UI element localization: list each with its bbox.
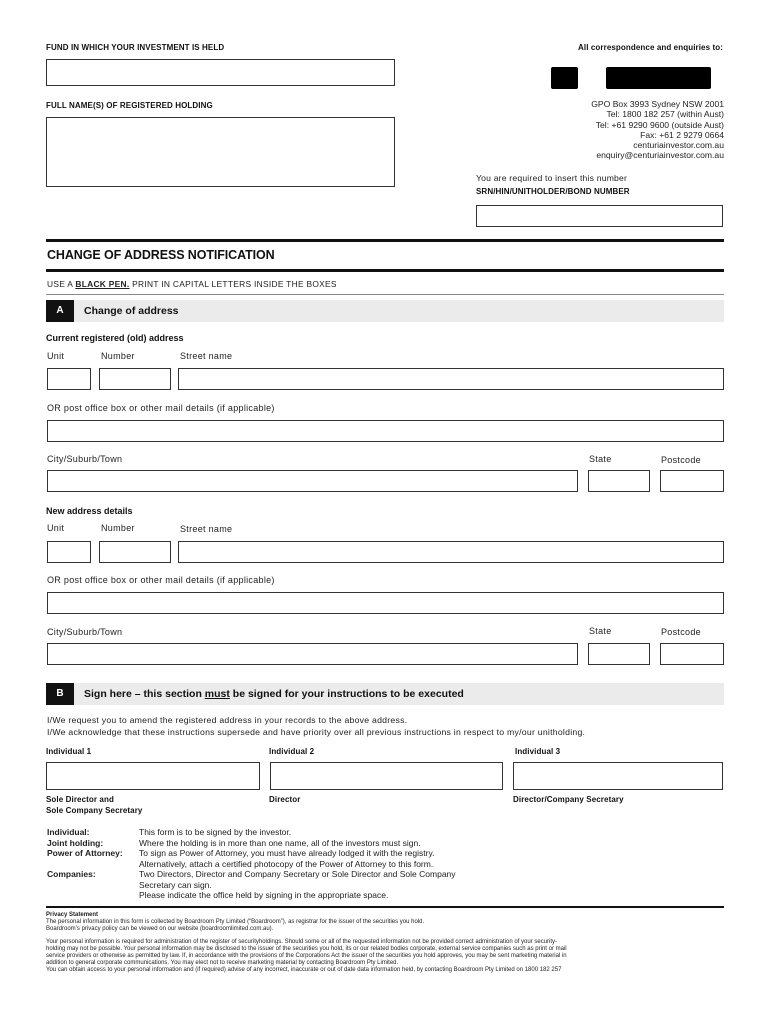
note-text: To sign as Power of Attorney, you must have already lodged it with the registry. [139, 848, 435, 858]
note-text: Secretary can sign. [139, 879, 212, 890]
note-text: Alternatively, attach a certified photocopy of the Power of Attorney to this form. [139, 858, 434, 869]
new-unit-label: Unit [47, 523, 65, 533]
note-row [47, 880, 507, 891]
new-street-input[interactable] [178, 541, 724, 563]
request-line: I/We acknowledge that these instructions supersede and have priority over all previous instructions in respect to my/our unitholding. [47, 726, 586, 737]
holding-input[interactable] [46, 117, 395, 187]
signature-box-1[interactable] [46, 762, 260, 790]
new-state-input[interactable] [588, 643, 650, 665]
request-line: I/We request you to amend the registered address in your records to the above address. [47, 715, 408, 725]
old-city-input[interactable] [47, 470, 578, 492]
srn-label: SRN/HIN/UNITHOLDER/BOND NUMBER [476, 187, 630, 196]
address-line: Tel: +61 9290 9600 (outside Aust) [595, 119, 724, 130]
new-unit-input[interactable] [47, 541, 91, 563]
note-term: Power of Attorney: [47, 848, 123, 858]
old-state-input[interactable] [588, 470, 650, 492]
privacy-line: holding may not be possible. Your personal information may be disclosed to the issuer of the securities you hold, its or our related bodies corporate, external service companies such as print or mail [46, 946, 567, 952]
instruction-prefix: USE A [47, 279, 76, 289]
section-b-letter: B [46, 683, 74, 705]
signature-box-3[interactable] [513, 762, 723, 790]
new-number-label: Number [101, 523, 135, 533]
title-bottom-rule [46, 269, 724, 272]
note-term: Individual: [47, 827, 90, 837]
old-address-heading: Current registered (old) address [46, 333, 184, 343]
section-a-letter: A [46, 300, 74, 322]
privacy-statement [46, 912, 724, 974]
note-term [47, 890, 139, 901]
request-text [47, 715, 585, 738]
note-row [47, 859, 507, 870]
section-b-title-prefix: Sign here – this section [84, 688, 205, 700]
section-b-title-suffix: be signed for your instructions to be executed [229, 688, 464, 700]
old-postcode-label: Postcode [661, 455, 701, 465]
signing-notes [47, 827, 507, 901]
section-a-header [46, 300, 724, 322]
note-term: Joint holding: [47, 837, 104, 848]
form-title: CHANGE OF ADDRESS NOTIFICATION [47, 248, 275, 262]
note-row [47, 827, 507, 838]
old-number-input[interactable] [99, 368, 171, 390]
holding-label: FULL NAME(S) OF REGISTERED HOLDING [46, 101, 213, 110]
title-top-rule [46, 239, 724, 242]
old-city-label: City/Suburb/Town [47, 454, 123, 464]
section-a-title: Change of address [84, 305, 179, 317]
role3-label: Director/Company Secretary [513, 795, 624, 804]
note-term: Companies: [47, 869, 96, 879]
note-row [47, 848, 507, 859]
note-row [47, 869, 507, 880]
redacted-logo-text [606, 67, 711, 89]
insert-number-text: You are required to insert this number [476, 173, 628, 183]
section-b-header [46, 683, 724, 705]
note-term [47, 859, 139, 870]
new-city-input[interactable] [47, 643, 578, 665]
srn-input[interactable] [476, 205, 723, 227]
individual2-label: Individual 2 [269, 747, 315, 756]
role2-label: Director [269, 795, 301, 804]
note-text: Please indicate the office held by signing in the appropriate space. [139, 890, 389, 900]
instruction-pen: BLACK PEN. [75, 279, 130, 289]
privacy-line: addition to general corporate communications. You may elect not to receive marketing material by contacting Boardroom Pty Limited. [46, 960, 399, 966]
new-street-label: Street name [180, 524, 233, 534]
individual1-label: Individual 1 [46, 747, 92, 756]
old-state-label: State [589, 454, 612, 464]
new-po-box-input[interactable] [47, 592, 724, 614]
new-postcode-input[interactable] [660, 643, 724, 665]
correspondence-label: All correspondence and enquiries to: [578, 43, 723, 52]
section-b-title [84, 683, 464, 705]
new-po-box-label: OR post office box or other mail details (if applicable) [47, 575, 275, 585]
role1-label [46, 795, 142, 816]
instruction-suffix: PRINT IN CAPITAL LETTERS INSIDE THE BOXES [129, 279, 337, 289]
old-street-input[interactable] [178, 368, 724, 390]
new-address-heading: New address details [46, 506, 133, 516]
note-text: Where the holding is in more than one name, all of the investors must sign. [139, 837, 421, 848]
note-row [47, 890, 507, 901]
new-state-label: State [589, 626, 612, 636]
old-unit-input[interactable] [47, 368, 91, 390]
address-line: centuriainvestor.com.au [633, 140, 724, 151]
address-line: Fax: +61 2 9279 0664 [640, 129, 724, 140]
address-line: Tel: 1800 182 257 (within Aust) [606, 109, 724, 120]
new-postcode-label: Postcode [661, 627, 701, 637]
privacy-line: service providers or otherwise as permitted by law. If, in accordance with the provisions of the Corporations Act the issuer of the securities you hold approves, you may be sent marketing material in [46, 953, 567, 959]
address-line: enquiry@centuriainvestor.com.au [596, 150, 724, 161]
individual3-label: Individual 3 [515, 747, 561, 756]
privacy-line: You can obtain access to your personal information and (if required) advise of any incorrect, inaccurate or out of date data information held, by contacting Boardroom Pty Limited on 1800 182 257 [46, 967, 562, 973]
privacy-line: The personal information in this form is collected by Boardroom Pty Limited (“Boardroom”), as registrar for the issuer of the securities you hold. [46, 919, 425, 925]
redacted-logo-mark [551, 67, 578, 89]
fund-input[interactable] [46, 59, 395, 86]
new-number-input[interactable] [99, 541, 171, 563]
privacy-rule [46, 906, 724, 908]
old-number-label: Number [101, 351, 135, 361]
privacy-line: Boardroom’s privacy policy can be viewed on our website (boardroomlimited.com.au). [46, 926, 274, 932]
old-po-box-label: OR post office box or other mail details (if applicable) [47, 403, 275, 413]
new-city-label: City/Suburb/Town [47, 627, 123, 637]
note-text: This form is to be signed by the investor. [139, 827, 292, 837]
address-line: GPO Box 3993 Sydney NSW 2001 [591, 99, 724, 109]
role1-line: Sole Director and [46, 795, 114, 804]
fund-label: FUND IN WHICH YOUR INVESTMENT IS HELD [46, 43, 225, 52]
signature-box-2[interactable] [270, 762, 503, 790]
role1-line: Sole Company Secretary [46, 805, 143, 815]
note-row [47, 838, 507, 849]
privacy-heading: Privacy Statement [46, 912, 99, 918]
old-street-label: Street name [180, 351, 233, 361]
instruction-rule [46, 294, 724, 295]
old-unit-label: Unit [47, 351, 65, 361]
privacy-line: Your personal information is required for administration of the register of securityholdings. Should some or all of the requested information not be provided correct administration of your security- [46, 939, 558, 945]
note-text: Two Directors, Director and Company Secretary or Sole Director and Sole Company [139, 869, 456, 879]
section-b-title-must: must [204, 688, 230, 700]
note-term [47, 880, 139, 891]
old-postcode-input[interactable] [660, 470, 724, 492]
old-po-box-input[interactable] [47, 420, 724, 442]
registry-address [591, 99, 724, 161]
instruction-text [47, 279, 337, 289]
